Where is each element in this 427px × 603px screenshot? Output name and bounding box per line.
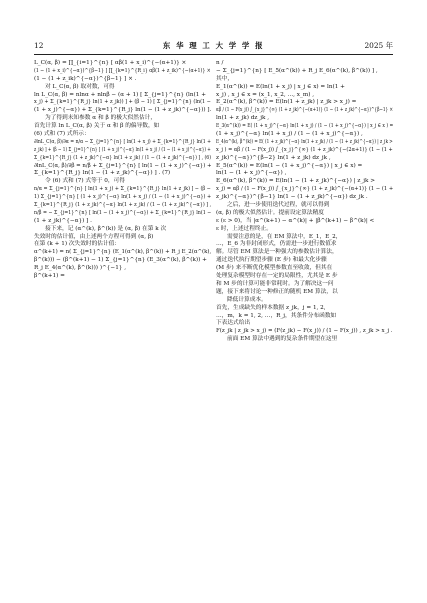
text-line: E_6(α^(k), β^(k)) = E(ln(1 − (1 + z_jk)^{−α}) | z_jk > [216,178,376,185]
text-line: L_C(α, β) = ∏_{i=1}^{n} [ αβ(1 + x_i)^{−(α+1)} × [34,60,187,66]
text-line: 失效时的估计值，由上述两个方程可得到 (α, β) [34,233,154,240]
text-line: …，m，k = 1, 2, …，R_j，其条件分布函数如 [216,312,337,319]
publication-year: 2025 年 [364,41,393,50]
text-line: ∂lnL_C(α, β)/∂α = n/α − Σ_{j=1}^{n} [ ln(1 + x_j) + Σ_{k=1}^{R_j} ln(1 + [34,138,211,145]
text-line: E_3(α^(k)) = E( (1 + x_j)^{−α} ln(1 + x_j) / (1 − (1 + x_j)^{−α}) | x_j ∈ x ) = [216,123,394,130]
text-line: n/α = Σ_{j=1}^{n} [ ln(1 + x_j) + Σ_{k=1}^{R_j} ln(1 + z_jk) ] − (β − [34,186,211,193]
text-line: Σ_{k=1}^{R_j} (1 + z_jk)^{−α} ln(1 + z_jk) / (1 − (1 + z_jk)^{−α}) ] , (6) [34,154,212,161]
text-line: (6) 式和 (7) 式所示： [34,131,90,138]
text-line: 在第 (k + 1) 次失效时的估计值： [34,241,121,248]
text-line: 处理复杂模型时存在一定的局限性，尤其是 E 步 [216,273,338,280]
text-line: 通过迭代执行期望步骤 (E 步) 和最大化步骤 [216,257,327,264]
text-line: 1) Σ_{j=1}^{n} [ (1 + x_j)^{−α} ln(1 + x_j) / (1 − (1 + x_j)^{−α}) + [34,194,212,201]
text-line: x_j) + Σ_{k=1}^{R_j} ln(1 + z_jk)) ] + (β − 1) [ Σ_{j=1}^{n} (ln(1 − [34,99,211,106]
left-column [34,60,211,281]
text-line: x_j ) = αβ / (1 − F(x_j)) ∫_{x_j}^{∞} (1 + z_jk)^{−(2α+1)} (1 − (1 + [216,146,393,153]
text-line: 和 M 步的计算可能非常耗时。为了解决这一问 [216,280,334,287]
text-line: E_2(α^(k), β^(k)) = E(ln(1 + z_jk) | z_jk > x_j) = [216,99,357,106]
text-line: αβ / (1 − F(x_j)) ∫_{x_j}^{∞} (1 + z_jk)^{−(α+1)} (1 − (1 + z_jk)^{−α})^{β−1} × [216,107,393,114]
text-line: Σ_{k=1}^{R_j} (1 + z_jk)^{−α} ln(1 + z_jk) / (1 − (1 + z_jk)^{−α}) ] , [34,202,212,209]
journal-title: 东 华 理 工 大 学 学 报 [162,41,265,50]
header-rule [34,54,393,55]
text-line: x_j) , x_j ∈ x = (x_1, x_2, …, x_m) , [216,91,315,98]
text-line: 下表达式给出 [216,320,251,327]
text-line: ln(1 − (1 + x_j)^{−α}) , [216,170,287,177]
text-line: (1 + x_j)^{−α} ln(1 + x_j) / (1 − (1 + x_j)^{−α}) , [216,131,363,138]
text-line: z_jk)^{−α})^{β−1} ln(1 − (1 + z_jk)^{−α}) dz_jk . [216,194,368,201]
text-line: E_1(α^(k)) = E(ln(1 + x_j) | x_j ∈ x) = ln(1 + [216,83,345,90]
text-line: 首先，生成缺失的样本数据 z_jk，j = 1, 2, [216,304,326,311]
text-line: 其中， [216,75,234,82]
text-line: (α, β) 的极大似然估计。提前设定算法精度 [216,209,324,216]
text-line: 需要注意的是，在 EM 算法中，E_1，E_2， [227,233,342,240]
text-line: 题，接下来将讨论一种修正的随机 EM 算法，以 [216,288,338,295]
text-line: (1 + x_j)^{−α}) + Σ_{k=1}^{R_j} ln(1 − (1 + z_jk)^{−α})) ]. [34,107,212,114]
text-line: β^(k))) − (β^(k+1) − 1) Σ_{j=1}^{n} (E_3(α^(k), β^(k)) + [34,257,207,264]
text-line: z_jk)^{−α})^{β−2} ln(1 + z_jk) dz_jk , [216,154,331,161]
text-line: (1 − (1 + z_ik)^{−α})^{β−1} ] × . [34,75,137,82]
text-line: E_4(α^(k), β^(k)) = E( (1 + z_jk)^{−α} ln(1 + z_jk) / (1 − (1 + z_jk)^{−α}) | z_jk > [216,138,393,145]
text-line: n / [216,60,224,66]
text-line: F(z_jk | z_jk > x_j) = (F(z_jk) − F(x_j)) / (1 − F(x_j)) , z_jk > x_j . [216,328,393,335]
text-line: ln L_C(α, β) = nlnα + nlnβ − (α + 1) [ Σ_{j=1}^{n} (ln(1 + [34,91,206,98]
text-line: z_jk) ] + (β − 1) Σ_{j=1}^{n} [ (1 + x_j)^{−α} ln(1 + x_j) / (1 − (1 + x_j)^{−α}) + [34,146,211,153]
text-line: ln(1 + z_jk) dz_jk , [216,115,270,122]
text-line: (1 − (1 + x_i)^{−α})^{β−1} ] ∏_{k=1}^{R_i} αβ(1 + z_ik)^{−(α+1)} × [34,67,211,74]
text-line: − Σ_{j=1}^{n} [ E_5(α^(k)) + R_j E_6(α^(k), β^(k)) ] , [216,67,378,74]
text-line: 令 (6) 式和 (7) 式等于 0，可得 [45,178,125,185]
text-line: …，E_6 为非封闭形式，仍需进一步进行数值求 [216,241,337,248]
text-line: β^(k+1) = [34,273,65,280]
text-line: R_j E_4(α^(k), β^(k))) )^{−1} , [34,265,127,272]
text-line: ε 时，上述过程终止。 [216,225,272,232]
text-line: E_5(α^(k)) = E(ln(1 − (1 + x_j)^{−α}) | x_j ∈ x) = [216,162,363,169]
text-line: ε (ε > 0)，当 |α^(k+1) − α^(k)| + |β^(k+1) − β^(k)| < [216,217,375,224]
text-line: 对 L_C(α, β) 取对数，可得 [45,83,115,90]
text-line: (M 步) 来不断优化模型参数直至收敛，但其在 [216,265,333,272]
text-line: 解。尽管 EM 算法是一种强大的参数估计算法， [216,249,338,256]
text-line: 为了得到未知参数 α 和 β 的极大似然估计， [45,115,157,122]
page-number: 12 [34,41,44,50]
right-column [216,60,393,344]
text-line: α^(k+1) = n( Σ_{j=1}^{n} (E_1(α^(k), β^(k)) + R_j E_2(α^(k), [34,249,212,256]
text-line: 降低计算成本。 [227,296,267,303]
text-line: (1 + z_jk)^{−α}) ] . [34,217,92,224]
text-line: Σ_{k=1}^{R_j} ln(1 − (1 + z_jk)^{−α}) ] . (7) [34,170,171,177]
running-header [34,40,393,52]
text-line: ∂lnL_C(α, β)/∂β = n/β + Σ_{j=1}^{n} [ ln(1 − (1 + x_j)^{−α}) + [34,162,212,169]
text-line: 之后，进一步使用迭代过程，就可以得到 [227,202,330,209]
text-line: n/β = − Σ_{j=1}^{n} [ ln(1 − (1 + x_j)^{−α}) + Σ_{k=1}^{R_j} ln(1 − [34,209,212,216]
text-line: 前面 EM 算法中遇到的复杂条件期望在这里 [227,336,338,343]
text-line: 首先计算 ln L_C(α, β) 关于 α 和 β 的偏导数，如 [34,123,160,130]
text-line: 接下来，记 (α^(k), β^(k)) 是 (α, β) 在第 k 次 [45,225,167,232]
text-line: x_j) = αβ / (1 − F(x_j)) ∫_{x_j}^{∞} (1 + z_jk)^{−(α+1)} (1 − (1 + [216,186,394,193]
